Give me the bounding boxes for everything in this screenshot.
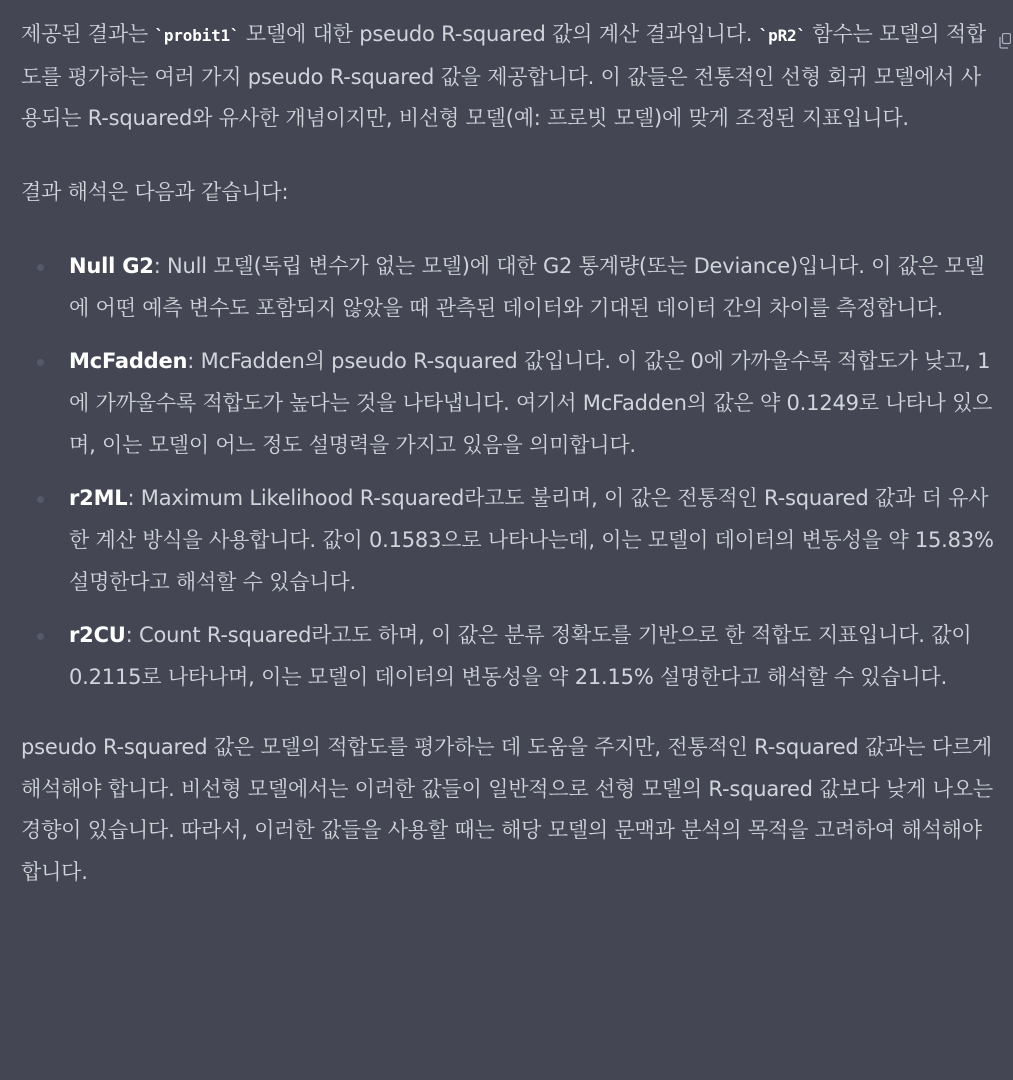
intro-paragraph (21, 14, 996, 140)
inline-code-pr2: `pR2` (758, 26, 806, 45)
intro-text-3: 함수는 모델의 적합도를 평가하는 여러 가지 pseudo R-squared 값을 제공합니다. 이 값들은 전통적인 선형 회귀 모델에서 사용되는 R-squared와 유사한 개념이지만, 비선형 모델(예: 프로빗 모델)에 맞게 조정된 지표입니다. (21, 22, 987, 131)
intro-text-1: 제공된 결과는 (21, 22, 155, 46)
term-r2ml: r2ML (69, 486, 128, 511)
bullet-dot (37, 359, 44, 366)
term-mcfadden: McFadden (69, 349, 188, 374)
list-item-null-g2 (21, 246, 995, 329)
copy-icon[interactable] (999, 22, 1011, 38)
intro-text-2: 모델에 대한 pseudo R-squared 값의 계산 결과입니다. (239, 22, 759, 46)
summary-paragraph: pseudo R-squared 값은 모델의 적합도를 평가하는 데 도움을 주지만, 전통적인 R-squared 값과는 다르게 해석해야 합니다. 비선형 모델에서는 이러한 값들이 일반적으로 선형 모델의 R-squared 값보다 낮게 나오는 경향이 있습니다. 따라서, 이러한 값들을 사용할 때는 해당 모델의 문맥과 분석의 목적을 고려하여 해석해야 합니다. (21, 734, 993, 884)
list-item-r2ml (21, 478, 995, 603)
bullet-dot (37, 264, 44, 271)
desc-r2cu: : Count R-squared라고도 하며, 이 값은 분류 정확도를 기반으로 한 적합도 지표입니다. 값이 0.2115로 나타나며, 이는 모델이 데이터의 변동성을 약 21.15% 설명한다고 해석할 수 있습니다. (69, 623, 972, 690)
term-r2cu: r2CU (69, 623, 126, 648)
lead-paragraph: 결과 해석은 다음과 같습니다: (21, 180, 289, 205)
bullet-dot (37, 633, 44, 640)
term-null-g2: Null G2 (69, 253, 154, 278)
desc-r2ml: : Maximum Likelihood R-squared라고도 불리며, 이 값은 전통적인 R-squared 값과 더 유사한 계산 방식을 사용합니다. 값이 0.1583으로 나타나는데, 이는 모델이 데이터의 변동성을 약 15.83% 설명한다고 해석할 수 있습니다. (69, 486, 994, 594)
inline-code-probit1: `probit1` (154, 26, 240, 45)
desc-null-g2: : Null 모델(독립 변수가 없는 모델)에 대한 G2 통계량(또는 Deviance)입니다. 이 값은 모델에 어떤 예측 변수도 포함되지 않았을 때 관측된 데이터와 기대된 데이터 간의 차이를 측정합니다. (69, 253, 985, 320)
desc-mcfadden: : McFadden의 pseudo R-squared 값입니다. 이 값은 0에 가까울수록 적합도가 낮고, 1에 가까울수록 적합도가 높다는 것을 나타냅니다. 여기서 McFadden의 값은 약 0.1249로 나타나 있으며, 이는 모델이 어느 정도 설명력을 가지고 있음을 의미합니다. (69, 349, 993, 457)
list-item-mcfadden (21, 341, 995, 466)
bullet-dot (37, 496, 44, 503)
result-list (21, 246, 993, 699)
list-item-r2cu (21, 615, 995, 698)
